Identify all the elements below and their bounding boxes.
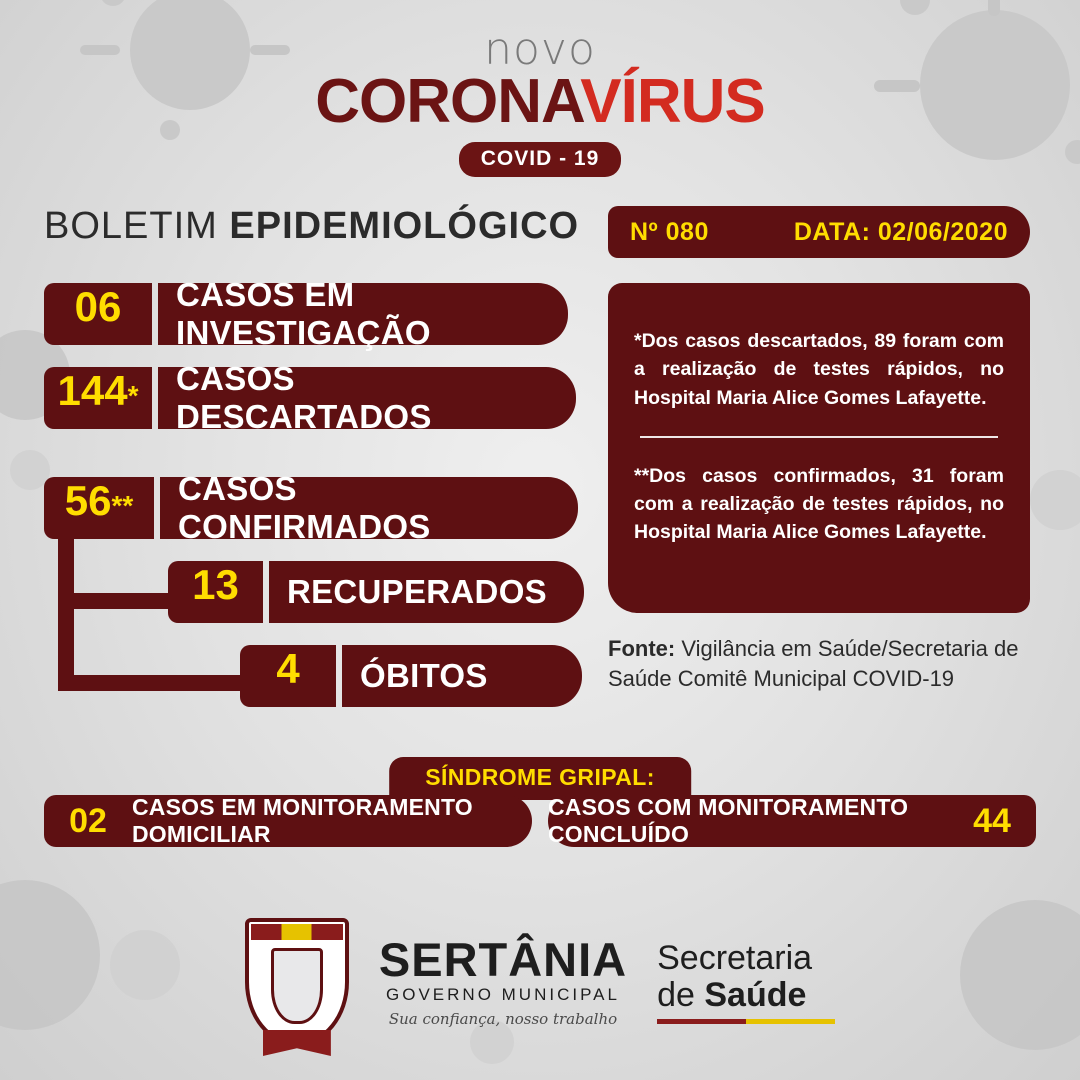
gripal-monitoramento-concluido-number: 44 xyxy=(948,795,1036,847)
stat-label-confirmados xyxy=(160,470,578,545)
source-value: Vigilância em Saúde/Secretaria de Saúde Comitê Municipal COVID-19 xyxy=(608,636,1019,691)
city-slogan: Sua confiança, nosso trabalho xyxy=(388,1010,618,1028)
health-department-rule xyxy=(657,1019,835,1024)
sindrome-gripal-title: SÍNDROME GRIPAL: xyxy=(389,757,691,800)
stat-row-descartados xyxy=(44,360,584,435)
stat-label-obitos xyxy=(342,645,582,707)
gripal-monitoramento-concluido-label: CASOS COM MONITORAMENTO CONCLUÍDO xyxy=(548,795,948,847)
stat-asterisk: * xyxy=(127,380,139,411)
connector-branch-obitos xyxy=(58,675,253,691)
covid-badge: COVID - 19 xyxy=(459,142,622,177)
stat-label-recuperados xyxy=(269,561,584,623)
connector-branch-recuperados xyxy=(58,593,178,609)
bulletin-info-bar xyxy=(608,206,1030,258)
city-government-label: GOVERNO MUNICIPAL xyxy=(386,985,620,1004)
stat-row-recuperados xyxy=(168,561,584,623)
health-department-de: de xyxy=(657,975,705,1014)
city-brand xyxy=(378,933,628,1028)
notes-box xyxy=(608,283,1030,613)
stat-number-recuperados xyxy=(168,561,263,623)
stat-value: 4 xyxy=(276,645,300,692)
health-department-line2 xyxy=(657,977,835,1014)
stat-row-obitos xyxy=(240,645,584,707)
gripal-monitoramento-domiciliar-label: CASOS EM MONITORAMENTO DOMICILIAR xyxy=(132,795,532,847)
connector-vertical-main xyxy=(58,531,74,691)
stat-number-investigacao xyxy=(44,283,152,345)
stat-label-investigacao xyxy=(158,276,568,351)
health-department-line1: Secretaria xyxy=(657,938,813,977)
stat-row-confirmados xyxy=(44,470,584,545)
stat-label-text: RECUPERADOS xyxy=(286,573,547,610)
stat-label-descartados xyxy=(158,360,576,435)
virus-decoration-right xyxy=(1030,470,1080,530)
stat-label-text: CASOS EM INVESTIGAÇÃO xyxy=(176,276,431,351)
poster-header xyxy=(0,24,1080,177)
page-title xyxy=(44,205,579,248)
novo-text: novo xyxy=(484,24,596,75)
city-coat-of-arms-icon xyxy=(245,918,349,1046)
note-descartados: *Dos casos descartados, 89 foram com a realização de testes rápidos, no Hospital Maria Alice Gomes Lafayette. xyxy=(634,330,1004,409)
stat-value: 06 xyxy=(74,283,122,330)
stat-number-obitos xyxy=(240,645,336,707)
stat-asterisk: ** xyxy=(111,490,134,521)
note-confirmados: **Dos casos confirmados, 31 foram com a realização de testes rápidos, no Hospital Maria Alice Gomes Lafayette. xyxy=(634,464,1004,544)
stat-number-confirmados xyxy=(44,477,154,539)
statistics-list xyxy=(44,276,584,729)
stat-row-investigacao xyxy=(44,276,584,351)
poster-footer xyxy=(0,918,1080,1046)
coronavirus-title xyxy=(0,69,1080,134)
city-name: SERTÂNIA xyxy=(378,933,628,986)
stat-label-text: ÓBITOS xyxy=(360,657,488,694)
stat-label-text: CASOS CONFIRMADOS xyxy=(178,470,431,545)
sindrome-gripal-row xyxy=(44,795,1036,847)
stat-value: 144 xyxy=(57,367,128,414)
bulletin-date: DATA: 02/06/2020 xyxy=(793,217,1008,246)
note-divider xyxy=(640,436,998,438)
page-title-bold: EPIDEMIOLÓGICO xyxy=(229,205,580,247)
health-department-saude: Saúde xyxy=(704,975,807,1014)
stat-value: 13 xyxy=(192,561,239,608)
gripal-monitoramento-domiciliar-number: 02 xyxy=(44,795,132,847)
stat-label-text: CASOS DESCARTADOS xyxy=(176,360,432,435)
corona-word: CORONA xyxy=(315,67,581,136)
stat-number-descartados xyxy=(44,367,152,429)
source-text xyxy=(608,634,1038,693)
bulletin-number: Nº 080 xyxy=(630,217,709,246)
health-department-brand xyxy=(657,940,835,1024)
stat-value: 56 xyxy=(64,477,112,524)
page-title-thin: BOLETIM xyxy=(44,205,230,247)
source-label: Fonte: xyxy=(608,636,676,661)
virus-word: VÍRUS xyxy=(580,67,765,136)
